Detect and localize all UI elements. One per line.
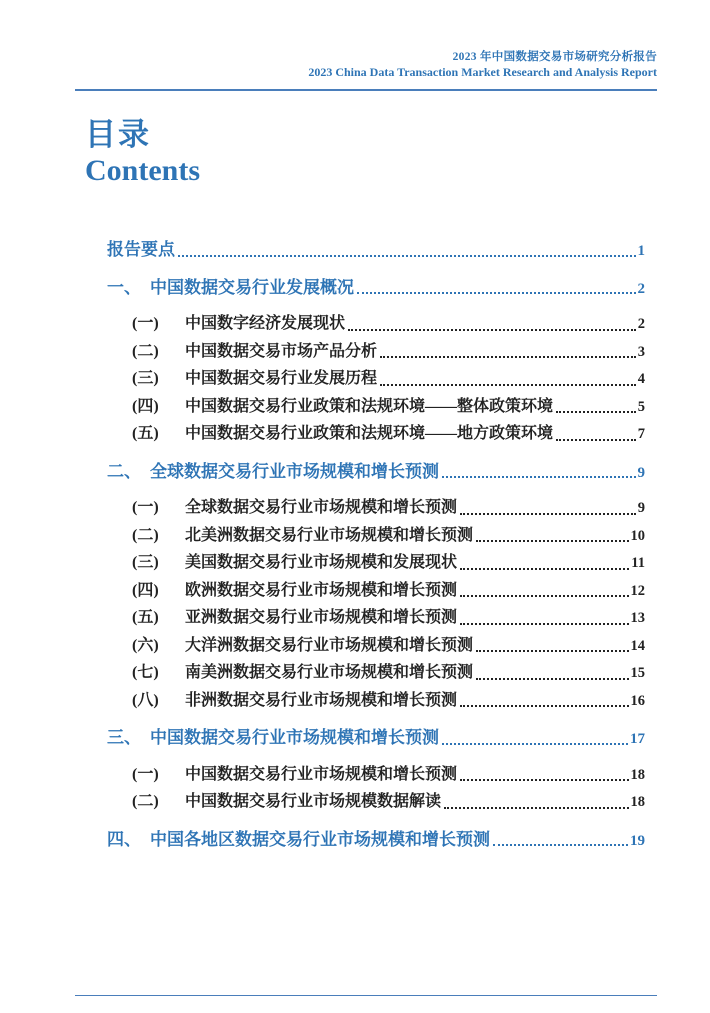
toc-entry-label: 非洲数据交易行业市场规模和增长预测 (185, 691, 458, 709)
toc-entry-marker: 一、 (107, 277, 141, 297)
toc-entry-marker: (五) (132, 425, 159, 442)
dot-leader (357, 292, 636, 294)
toc-entry[interactable] (75, 236, 645, 264)
page-number: 17 (630, 731, 645, 747)
toc-entry-label: 中国数据交易行业政策和法规环境——地方政策环境 (185, 425, 554, 442)
toc-entry-label: 欧洲数据交易行业市场规模和增长预测 (185, 581, 458, 599)
toc-entry-label: 全球数据交易行业市场规模和增长预测 (185, 499, 458, 516)
toc-entry-marker: 四、 (107, 829, 141, 849)
report-title-en: 2023 China Data Transaction Market Research and Analysis Report (308, 64, 657, 79)
toc-entry[interactable] (75, 365, 645, 393)
toc-entry[interactable] (75, 494, 645, 522)
toc-list (75, 236, 645, 853)
page-number: 5 (637, 398, 645, 415)
dot-leader (348, 329, 636, 331)
toc-entry-marker: (一) (132, 499, 159, 516)
toc-entry-label: 南美洲数据交易行业市场规模和增长预测 (185, 664, 474, 681)
dot-leader (460, 623, 628, 625)
toc-entry-marker: (二) (132, 793, 159, 810)
toc-entry[interactable] (75, 826, 645, 854)
toc-entry[interactable] (75, 604, 645, 632)
page-number: 12 (630, 582, 645, 599)
page-number: 16 (630, 692, 645, 709)
toc-entry-marker: (一) (132, 315, 159, 332)
page-header (75, 50, 657, 91)
dot-leader (442, 743, 628, 745)
dot-leader (460, 705, 628, 707)
page-number: 7 (637, 426, 645, 442)
toc-entry-marker: (三) (132, 370, 159, 387)
document-page (0, 50, 710, 1013)
toc-entry[interactable] (75, 274, 645, 302)
dot-leader (380, 356, 636, 358)
page-number: 2 (637, 316, 645, 332)
toc-entry-label: 美国数据交易行业市场规模和发展现状 (185, 554, 458, 571)
toc-entry-marker: (七) (132, 664, 159, 681)
page-number: 9 (637, 464, 645, 481)
toc-entry-label: 中国数据交易行业市场规模数据解读 (185, 793, 442, 810)
toc-entry[interactable] (75, 393, 645, 421)
page-number: 3 (637, 343, 645, 360)
toc-entry-label: 中国数字经济发展现状 (185, 315, 346, 332)
dot-leader (476, 650, 628, 652)
toc-entry-label: 中国数据交易行业市场规模和增长预测 (185, 765, 458, 783)
toc-entry-label: 全球数据交易行业市场规模和增长预测 (150, 461, 439, 481)
toc-entry[interactable] (75, 687, 645, 715)
page-number: 4 (637, 371, 645, 387)
toc-entry[interactable] (75, 659, 645, 687)
toc-entry-label: 中国数据交易行业发展历程 (185, 370, 378, 387)
page-number: 9 (637, 500, 645, 516)
toc-entry-marker: 三、 (107, 728, 141, 747)
dot-leader (380, 384, 636, 386)
toc-entry[interactable] (75, 724, 645, 752)
toc-entry-marker: (六) (132, 636, 159, 654)
report-title-zh: 2023 年中国数据交易市场研究分析报告 (452, 51, 657, 63)
toc-entry-label: 报告要点 (107, 240, 175, 259)
dot-leader (476, 678, 628, 680)
toc-entry[interactable] (75, 458, 645, 486)
page-number: 18 (630, 794, 645, 810)
dot-leader (556, 439, 636, 441)
toc-entry[interactable] (75, 310, 645, 338)
dot-leader (444, 807, 628, 809)
toc-entry[interactable] (75, 420, 645, 448)
toc-title-en: Contents (85, 154, 201, 187)
toc-entry-marker: (二) (132, 342, 159, 360)
page-number: 13 (630, 610, 645, 626)
toc-entry[interactable] (75, 338, 645, 366)
toc-title (85, 117, 657, 189)
toc-entry-label: 大洋洲数据交易行业市场规模和增长预测 (185, 636, 474, 654)
toc-entry[interactable] (75, 632, 645, 660)
toc-entry-marker: (五) (132, 609, 159, 626)
toc-entry[interactable] (75, 788, 645, 816)
toc-entry-label: 北美洲数据交易行业市场规模和增长预测 (185, 526, 474, 544)
toc-entry-label: 亚洲数据交易行业市场规模和增长预测 (185, 609, 458, 626)
dot-leader (442, 476, 636, 478)
page-number: 2 (637, 280, 645, 297)
toc-entry-marker: (二) (132, 526, 159, 544)
page-number: 11 (631, 555, 645, 571)
dot-leader (476, 540, 628, 542)
dot-leader (178, 255, 636, 257)
toc-entry[interactable] (75, 549, 645, 577)
dot-leader (460, 779, 628, 781)
toc-entry[interactable] (75, 577, 645, 605)
page-number: 14 (630, 637, 645, 654)
toc-title-zh: 目录 (85, 117, 151, 152)
page-number: 15 (630, 665, 645, 681)
toc-entry-label: 中国数据交易行业市场规模和增长预测 (150, 728, 439, 747)
page-number: 18 (630, 766, 645, 783)
dot-leader (556, 411, 636, 413)
page-number: 10 (630, 527, 645, 544)
toc-entry-marker: 二、 (107, 461, 141, 481)
toc-entry-marker: (一) (132, 765, 159, 783)
toc-entry-label: 中国数据交易行业发展概况 (150, 277, 354, 297)
page-number: 19 (630, 832, 645, 849)
dot-leader (460, 513, 636, 515)
dot-leader (493, 844, 628, 846)
page-number: 1 (637, 243, 645, 259)
toc-entry-label: 中国数据交易行业政策和法规环境——整体政策环境 (185, 397, 554, 415)
toc-entry[interactable] (75, 522, 645, 550)
toc-entry-marker: (四) (132, 581, 159, 599)
dot-leader (460, 595, 628, 597)
toc-entry-label: 中国各地区数据交易行业市场规模和增长预测 (150, 829, 490, 849)
toc-entry-marker: (八) (132, 691, 159, 709)
toc-entry-label: 中国数据交易市场产品分析 (185, 342, 378, 360)
toc-entry[interactable] (75, 761, 645, 789)
dot-leader (460, 568, 629, 570)
footer-divider (75, 995, 657, 996)
toc-entry-marker: (三) (132, 554, 159, 571)
toc-entry-marker: (四) (132, 397, 159, 415)
